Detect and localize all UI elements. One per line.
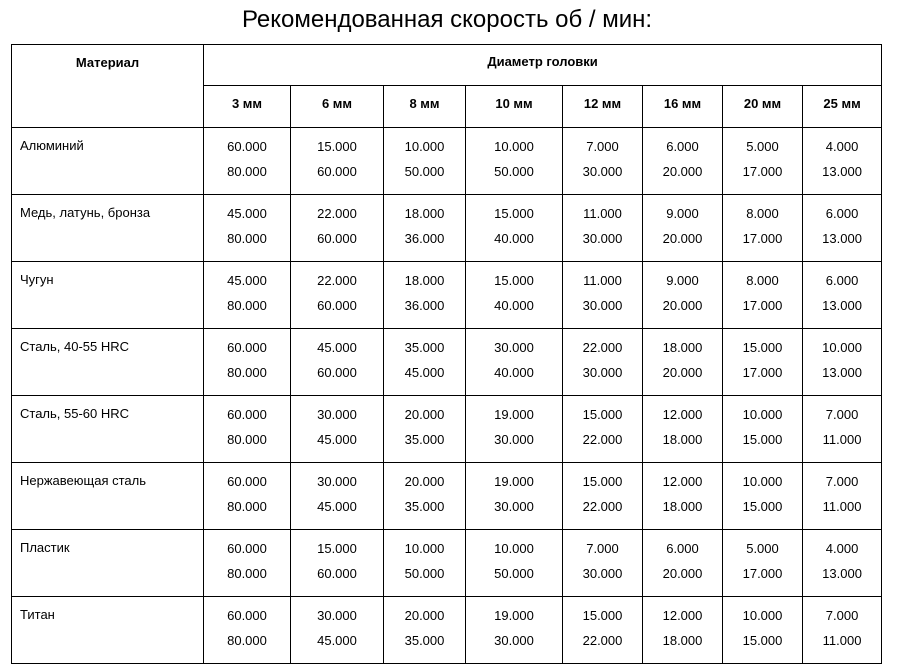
speed-max-value: 15.000 xyxy=(742,633,783,648)
speed-min-value: 19.000 xyxy=(494,608,534,623)
size-header: 3 мм xyxy=(204,86,291,128)
speed-cell xyxy=(204,128,291,195)
speed-cell xyxy=(723,463,803,530)
speed-cell xyxy=(643,463,723,530)
speed-max-value: 30.000 xyxy=(582,365,623,380)
speed-min-value: 7.000 xyxy=(825,407,859,422)
speed-max-value: 80.000 xyxy=(227,164,267,179)
speed-cell xyxy=(384,195,466,262)
speed-max-value: 17.000 xyxy=(742,365,783,380)
speed-max-value: 45.000 xyxy=(317,633,357,648)
speed-max-value: 22.000 xyxy=(582,432,623,447)
speed-cell xyxy=(204,329,291,396)
speed-cell xyxy=(204,463,291,530)
speed-min-value: 18.000 xyxy=(404,273,445,288)
speed-max-value: 18.000 xyxy=(662,499,703,514)
speed-min-value: 12.000 xyxy=(662,608,703,623)
speed-cell xyxy=(466,329,563,396)
speed-cell xyxy=(384,463,466,530)
speed-max-value: 50.000 xyxy=(494,566,534,581)
speed-min-value: 6.000 xyxy=(666,139,699,154)
speed-max-value: 13.000 xyxy=(822,298,862,313)
speed-min-value: 4.000 xyxy=(825,541,859,556)
speed-cell xyxy=(291,463,384,530)
speed-max-value: 22.000 xyxy=(582,499,623,514)
speed-min-value: 8.000 xyxy=(746,273,779,288)
speed-min-value: 8.000 xyxy=(746,206,779,221)
speed-min-value: 20.000 xyxy=(404,474,445,489)
speed-cell xyxy=(204,262,291,329)
speed-max-value: 35.000 xyxy=(404,432,445,447)
speed-cell xyxy=(723,396,803,463)
speed-cell xyxy=(384,530,466,597)
speed-cell xyxy=(803,128,882,195)
speed-max-value: 18.000 xyxy=(662,633,703,648)
speed-cell xyxy=(643,329,723,396)
speed-cell xyxy=(723,262,803,329)
speed-max-value: 13.000 xyxy=(822,566,862,581)
speed-max-value: 17.000 xyxy=(742,566,783,581)
speed-cell xyxy=(803,597,882,664)
speed-cell xyxy=(803,530,882,597)
speed-max-value: 50.000 xyxy=(404,566,445,581)
speed-table xyxy=(11,44,882,664)
speed-min-value: 5.000 xyxy=(746,541,779,556)
speed-min-value: 10.000 xyxy=(404,139,445,154)
table-row xyxy=(12,396,882,463)
speed-cell xyxy=(204,597,291,664)
speed-cell xyxy=(204,396,291,463)
speed-min-value: 10.000 xyxy=(494,541,534,556)
speed-max-value: 20.000 xyxy=(662,164,703,179)
speed-max-value: 35.000 xyxy=(404,633,445,648)
speed-cell xyxy=(723,530,803,597)
speed-min-value: 45.000 xyxy=(227,206,267,221)
speed-cell xyxy=(466,396,563,463)
speed-min-value: 60.000 xyxy=(227,139,267,154)
speed-max-value: 60.000 xyxy=(317,231,357,246)
speed-cell xyxy=(643,597,723,664)
speed-max-value: 30.000 xyxy=(494,432,534,447)
speed-cell xyxy=(291,396,384,463)
speed-min-value: 10.000 xyxy=(404,541,445,556)
speed-cell xyxy=(291,262,384,329)
header-row-top xyxy=(12,45,882,86)
speed-min-value: 18.000 xyxy=(404,206,445,221)
speed-cell xyxy=(466,597,563,664)
size-header: 12 мм xyxy=(563,86,643,128)
speed-min-value: 18.000 xyxy=(662,340,703,355)
speed-cell xyxy=(563,195,643,262)
speed-min-value: 22.000 xyxy=(317,273,357,288)
speed-cell xyxy=(563,463,643,530)
speed-cell xyxy=(803,329,882,396)
speed-min-value: 7.000 xyxy=(825,474,859,489)
speed-max-value: 20.000 xyxy=(662,231,703,246)
speed-cell xyxy=(803,262,882,329)
speed-min-value: 30.000 xyxy=(317,407,357,422)
speed-cell xyxy=(803,463,882,530)
speed-cell xyxy=(643,530,723,597)
page-title: Рекомендованная скорость об / мин: xyxy=(241,6,653,33)
speed-max-value: 30.000 xyxy=(494,499,534,514)
speed-max-value: 36.000 xyxy=(404,231,445,246)
speed-max-value: 22.000 xyxy=(582,633,623,648)
material-name: Чугун xyxy=(12,262,204,329)
speed-max-value: 60.000 xyxy=(317,566,357,581)
speed-cell xyxy=(723,597,803,664)
speed-max-value: 50.000 xyxy=(494,164,534,179)
speed-max-value: 30.000 xyxy=(582,298,623,313)
speed-min-value: 15.000 xyxy=(582,608,623,623)
table-row xyxy=(12,597,882,664)
speed-max-value: 50.000 xyxy=(404,164,445,179)
speed-max-value: 45.000 xyxy=(404,365,445,380)
table-row xyxy=(12,463,882,530)
speed-min-value: 60.000 xyxy=(227,340,267,355)
speed-min-value: 7.000 xyxy=(586,541,619,556)
speed-max-value: 15.000 xyxy=(742,432,783,447)
speed-min-value: 15.000 xyxy=(317,139,357,154)
speed-min-value: 45.000 xyxy=(227,273,267,288)
speed-cell xyxy=(563,530,643,597)
speed-cell xyxy=(563,128,643,195)
speed-max-value: 30.000 xyxy=(582,164,623,179)
speed-min-value: 9.000 xyxy=(666,273,699,288)
speed-cell xyxy=(643,195,723,262)
speed-max-value: 40.000 xyxy=(494,298,534,313)
speed-max-value: 80.000 xyxy=(227,432,267,447)
table-row xyxy=(12,262,882,329)
material-name: Сталь, 55-60 HRC xyxy=(12,396,204,463)
speed-cell xyxy=(291,530,384,597)
speed-min-value: 60.000 xyxy=(227,407,267,422)
diameter-header: Диаметр головки xyxy=(204,45,882,86)
speed-min-value: 30.000 xyxy=(317,608,357,623)
speed-min-value: 15.000 xyxy=(494,206,534,221)
speed-min-value: 60.000 xyxy=(227,608,267,623)
speed-max-value: 45.000 xyxy=(317,499,357,514)
speed-cell xyxy=(723,128,803,195)
speed-max-value: 80.000 xyxy=(227,633,267,648)
speed-cell xyxy=(204,530,291,597)
speed-max-value: 60.000 xyxy=(317,298,357,313)
speed-cell xyxy=(803,396,882,463)
speed-min-value: 10.000 xyxy=(822,340,862,355)
speed-cell xyxy=(291,329,384,396)
speed-min-value: 30.000 xyxy=(317,474,357,489)
speed-max-value: 80.000 xyxy=(227,231,267,246)
speed-min-value: 5.000 xyxy=(746,139,779,154)
speed-min-value: 60.000 xyxy=(227,541,267,556)
speed-cell xyxy=(466,128,563,195)
speed-max-value: 20.000 xyxy=(662,365,703,380)
speed-min-value: 20.000 xyxy=(404,407,445,422)
speed-cell xyxy=(466,262,563,329)
speed-min-value: 45.000 xyxy=(317,340,357,355)
speed-min-value: 7.000 xyxy=(825,608,859,623)
speed-min-value: 15.000 xyxy=(317,541,357,556)
material-name: Титан xyxy=(12,597,204,664)
speed-cell xyxy=(384,329,466,396)
speed-cell xyxy=(803,195,882,262)
speed-max-value: 80.000 xyxy=(227,298,267,313)
speed-max-value: 15.000 xyxy=(742,499,783,514)
material-name: Медь, латунь, бронза xyxy=(12,195,204,262)
speed-max-value: 17.000 xyxy=(742,298,783,313)
speed-cell xyxy=(563,396,643,463)
speed-max-value: 80.000 xyxy=(227,499,267,514)
material-name: Сталь, 40-55 HRC xyxy=(12,329,204,396)
material-name: Алюминий xyxy=(12,128,204,195)
speed-min-value: 19.000 xyxy=(494,407,534,422)
speed-min-value: 6.000 xyxy=(825,206,859,221)
speed-max-value: 13.000 xyxy=(822,365,862,380)
speed-min-value: 35.000 xyxy=(404,340,445,355)
speed-cell xyxy=(643,128,723,195)
table-row xyxy=(12,128,882,195)
speed-min-value: 15.000 xyxy=(742,340,783,355)
speed-min-value: 10.000 xyxy=(742,407,783,422)
speed-cell xyxy=(466,195,563,262)
speed-cell xyxy=(291,195,384,262)
table-row xyxy=(12,329,882,396)
table-body xyxy=(12,128,882,664)
speed-max-value: 36.000 xyxy=(404,298,445,313)
table-row xyxy=(12,195,882,262)
speed-max-value: 40.000 xyxy=(494,365,534,380)
speed-min-value: 6.000 xyxy=(825,273,859,288)
speed-min-value: 30.000 xyxy=(494,340,534,355)
speed-cell xyxy=(563,262,643,329)
speed-min-value: 60.000 xyxy=(227,474,267,489)
speed-max-value: 13.000 xyxy=(822,164,862,179)
speed-max-value: 13.000 xyxy=(822,231,862,246)
speed-max-value: 80.000 xyxy=(227,365,267,380)
speed-max-value: 20.000 xyxy=(662,298,703,313)
speed-min-value: 11.000 xyxy=(583,206,622,221)
speed-min-value: 4.000 xyxy=(825,139,859,154)
size-header: 20 мм xyxy=(723,86,803,128)
speed-cell xyxy=(384,396,466,463)
speed-max-value: 40.000 xyxy=(494,231,534,246)
speed-cell xyxy=(563,329,643,396)
speed-min-value: 6.000 xyxy=(666,541,699,556)
speed-max-value: 80.000 xyxy=(227,566,267,581)
speed-cell xyxy=(563,597,643,664)
speed-cell xyxy=(384,262,466,329)
speed-min-value: 15.000 xyxy=(582,407,623,422)
speed-max-value: 60.000 xyxy=(317,365,357,380)
speed-max-value: 11.000 xyxy=(822,499,862,514)
speed-min-value: 10.000 xyxy=(742,608,783,623)
speed-min-value: 12.000 xyxy=(662,474,703,489)
material-name: Пластик xyxy=(12,530,204,597)
speed-max-value: 35.000 xyxy=(404,499,445,514)
size-header: 6 мм xyxy=(291,86,384,128)
speed-cell xyxy=(466,530,563,597)
speed-cell xyxy=(291,597,384,664)
speed-min-value: 22.000 xyxy=(317,206,357,221)
speed-max-value: 60.000 xyxy=(317,164,357,179)
speed-min-value: 11.000 xyxy=(583,273,622,288)
speed-min-value: 19.000 xyxy=(494,474,534,489)
size-header: 25 мм xyxy=(803,86,882,128)
speed-cell xyxy=(723,195,803,262)
speed-min-value: 10.000 xyxy=(742,474,783,489)
speed-cell xyxy=(384,128,466,195)
speed-min-value: 15.000 xyxy=(582,474,623,489)
speed-cell xyxy=(643,396,723,463)
speed-min-value: 15.000 xyxy=(494,273,534,288)
speed-min-value: 12.000 xyxy=(662,407,703,422)
speed-max-value: 45.000 xyxy=(317,432,357,447)
speed-cell xyxy=(466,463,563,530)
size-header: 16 мм xyxy=(643,86,723,128)
speed-max-value: 30.000 xyxy=(494,633,534,648)
speed-cell xyxy=(723,329,803,396)
speed-cell xyxy=(204,195,291,262)
table-row xyxy=(12,530,882,597)
speed-cell xyxy=(384,597,466,664)
speed-max-value: 30.000 xyxy=(582,231,623,246)
size-header: 10 мм xyxy=(466,86,563,128)
speed-max-value: 20.000 xyxy=(662,566,703,581)
speed-max-value: 18.000 xyxy=(662,432,703,447)
speed-max-value: 11.000 xyxy=(822,633,862,648)
material-name: Нержавеющая сталь xyxy=(12,463,204,530)
speed-min-value: 7.000 xyxy=(586,139,619,154)
speed-max-value: 17.000 xyxy=(742,164,783,179)
speed-max-value: 30.000 xyxy=(582,566,623,581)
speed-min-value: 10.000 xyxy=(494,139,534,154)
speed-max-value: 17.000 xyxy=(742,231,783,246)
size-header: 8 мм xyxy=(384,86,466,128)
speed-min-value: 20.000 xyxy=(404,608,445,623)
speed-cell xyxy=(643,262,723,329)
speed-min-value: 9.000 xyxy=(666,206,699,221)
speed-max-value: 11.000 xyxy=(822,432,862,447)
speed-min-value: 22.000 xyxy=(582,340,623,355)
speed-cell xyxy=(291,128,384,195)
material-header: Материал xyxy=(12,45,204,128)
